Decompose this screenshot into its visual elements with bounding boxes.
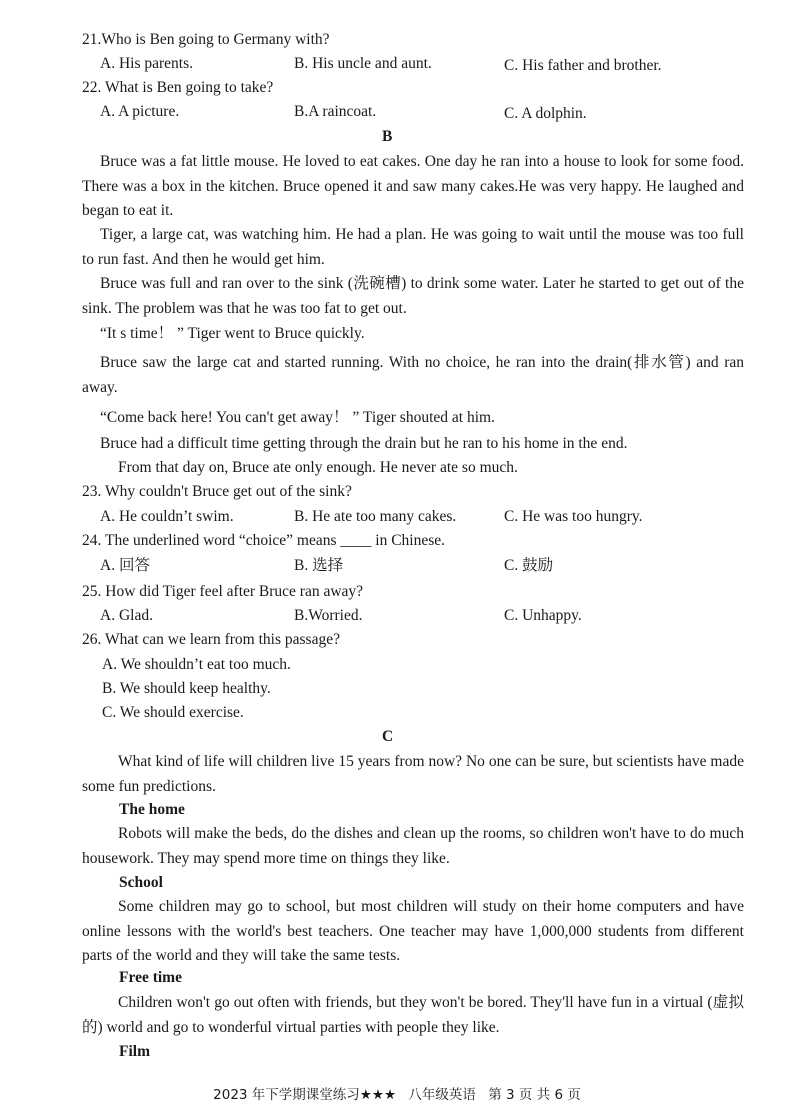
question-21-option-a: A. His parents. [100, 55, 193, 72]
section-c-intro: What kind of life will children live 15 years from now? No one can be sure, but scientists have made some fun predictions. [82, 753, 744, 795]
section-b-paragraph: Bruce saw the large cat and started running. With no choice, he ran into the drain(排水管) and ran away. [82, 354, 744, 396]
section-b-paragraph: Bruce was full and ran over to the sink (洗碗槽) to drink some water. Later he started to get out of the sink. The problem was that he was too fat to get out. [82, 275, 744, 317]
question-23-option-c: C. He was too hungry. [504, 508, 643, 525]
question-21-stem: 21.Who is Ben going to Germany with? [82, 31, 330, 48]
question-25-option-a: A. Glad. [100, 607, 153, 624]
page-footer [0, 1086, 794, 1104]
footer-subject: 八年级英语 [408, 1087, 476, 1103]
question-23-option-b: B. He ate too many cakes. [294, 508, 457, 525]
section-b-title: B [382, 128, 393, 145]
question-22-option-b: B.A raincoat. [294, 103, 377, 120]
question-26-stem: 26. What can we learn from this passage? [82, 631, 340, 648]
footer-title: 2023 年下学期课堂练习★★★ [213, 1087, 397, 1103]
section-c-school-heading: School [119, 874, 163, 891]
section-c-home-heading: The home [119, 801, 185, 818]
question-21-option-c: C. His father and brother. [504, 57, 662, 74]
question-23-stem: 23. Why couldn't Bruce get out of the sink? [82, 483, 352, 500]
question-24-stem: 24. The underlined word “choice” means ____ in Chinese. [82, 532, 446, 549]
question-25-option-b: B.Worried. [294, 607, 363, 624]
question-22-stem: 22. What is Ben going to take? [82, 79, 274, 96]
section-c-film-heading: Film [119, 1043, 150, 1060]
question-24-option-a: A. 回答 [100, 557, 150, 574]
section-c-free-time-heading: Free time [119, 969, 182, 986]
question-26-option-c: C. We should exercise. [102, 704, 244, 721]
section-b-paragraph: “It s time！ ” Tiger went to Bruce quickly. [100, 325, 365, 342]
question-21-option-b: B. His uncle and aunt. [294, 55, 432, 72]
question-26-option-a: A. We shouldn’t eat too much. [102, 656, 291, 673]
section-b-paragraph: Bruce was a fat little mouse. He loved to eat cakes. One day he ran into a house to look for some food. There was a box in the kitchen. Bruce opened it and saw many cakes.He was very happy. He laughed and began to eat it. [82, 153, 744, 220]
section-c-school-text: Some children may go to school, but most children will study on their home computers and have online lessons with the world's best teachers. One teacher may have 1,000,000 students from different parts of the world and they will take the same tests. [82, 898, 744, 965]
footer-page-number: 第 3 页 共 6 页 [488, 1087, 581, 1103]
question-26-option-b: B. We should keep healthy. [102, 680, 271, 697]
question-25-option-c: C. Unhappy. [504, 607, 582, 624]
section-c-free-time-text: Children won't go out often with friends, but they won't be bored. They'll have fun in a virtual (虚拟的) world and go to wonderful virtual parties with people they like. [82, 994, 744, 1036]
section-b-paragraph: Tiger, a large cat, was watching him. He had a plan. He was going to wait until the mouse was too full to run fast. And then he would get him. [82, 226, 744, 268]
section-b-paragraph: From that day on, Bruce ate only enough. He never ate so much. [118, 459, 518, 476]
question-25-stem: 25. How did Tiger feel after Bruce ran away? [82, 583, 364, 600]
question-24-option-c: C. 鼓励 [504, 557, 554, 574]
question-22-option-c: C. A dolphin. [504, 105, 587, 122]
section-b-paragraph: Bruce had a difficult time getting through the drain but he ran to his home in the end. [100, 435, 628, 452]
section-c-title: C [382, 728, 394, 745]
question-23-option-a: A. He couldn’t swim. [100, 508, 234, 525]
question-22-option-a: A. A picture. [100, 103, 180, 120]
section-c-home-text: Robots will make the beds, do the dishes and clean up the rooms, so children won't have to do much housework. They may spend more time on things they like. [82, 825, 744, 867]
section-b-paragraph: “Come back here! You can't get away！ ” Tiger shouted at him. [100, 409, 495, 426]
question-24-option-b: B. 选择 [294, 557, 344, 574]
